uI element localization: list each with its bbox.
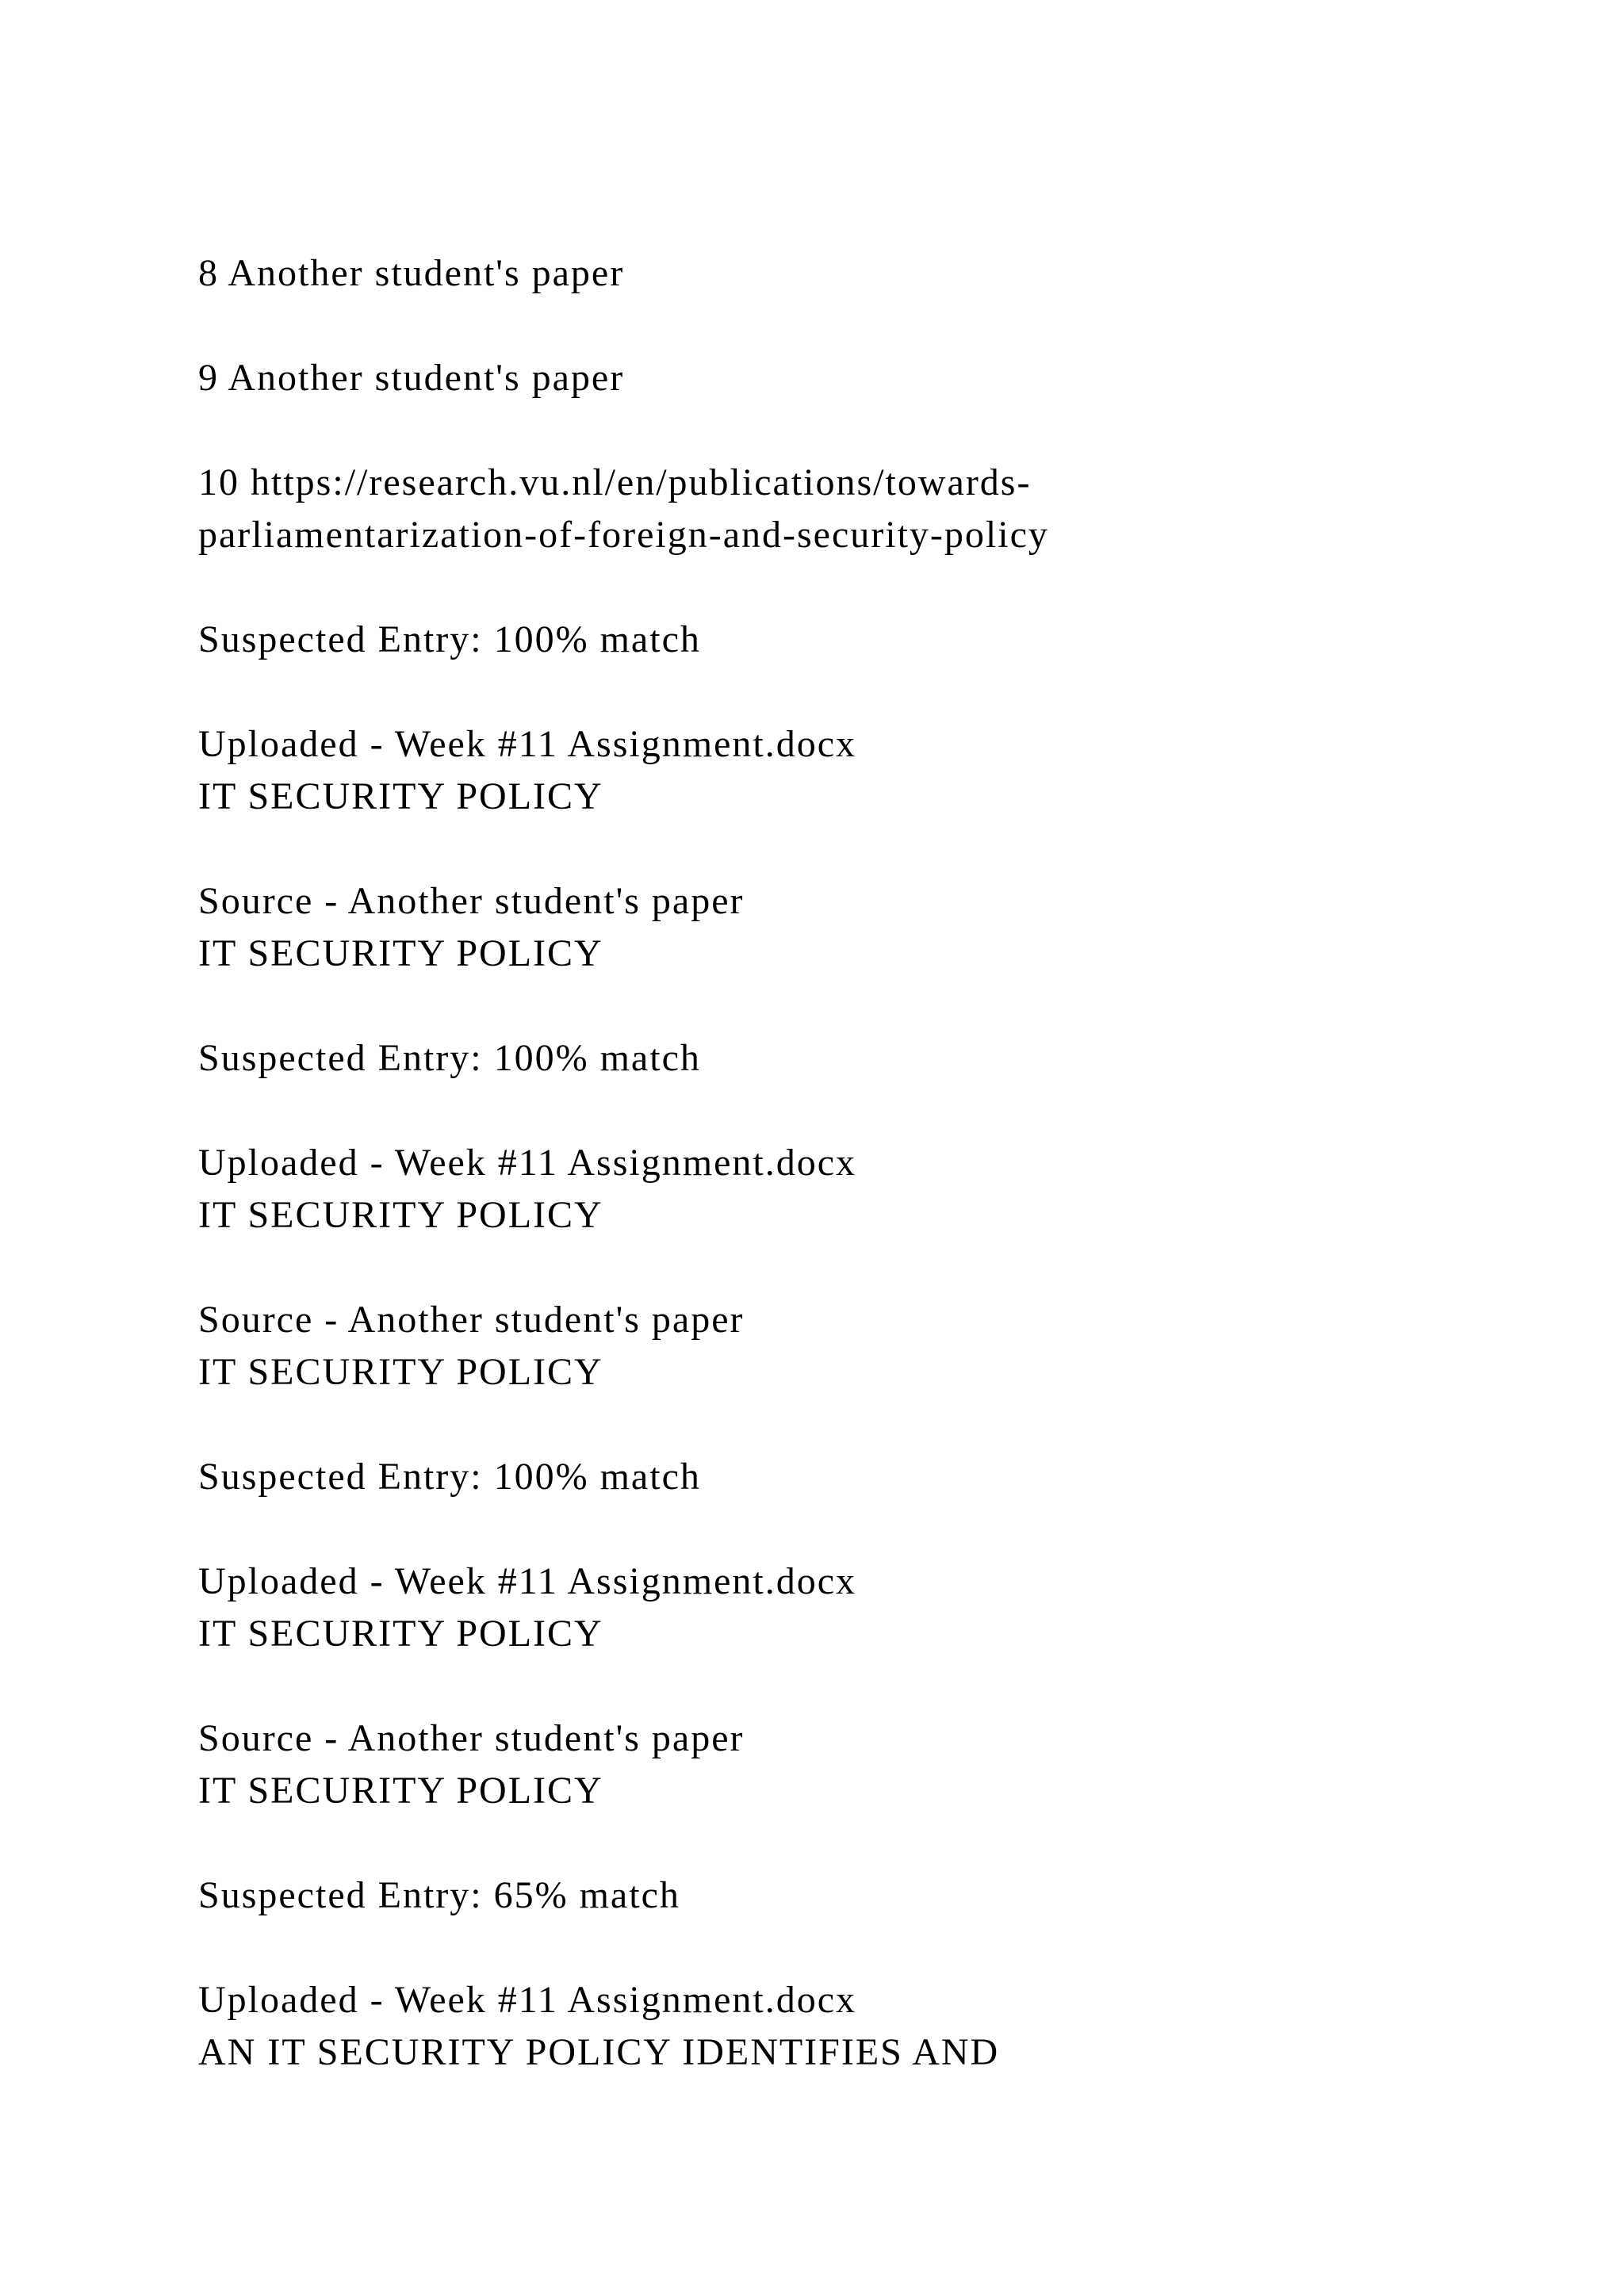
source-label: Source - Another student's paper: [198, 880, 745, 922]
uploaded-text: IT SECURITY POLICY: [198, 1194, 603, 1236]
source-entry-8: [198, 247, 1546, 300]
uploaded-label: Uploaded - Week #11 Assignment.docx: [198, 1979, 857, 2021]
uploaded-block: [198, 1137, 1546, 1242]
source-url-line: parliamentarization-of-foreign-and-security-policy: [198, 514, 1049, 556]
source-block: [198, 1712, 1546, 1817]
source-line: 9 Another student's paper: [198, 357, 625, 399]
uploaded-text: IT SECURITY POLICY: [198, 1613, 603, 1655]
suspected-entry: [198, 1869, 1546, 1922]
suspected-entry-text: Suspected Entry: 100% match: [198, 618, 701, 660]
uploaded-block: [198, 1556, 1546, 1660]
uploaded-label: Uploaded - Week #11 Assignment.docx: [198, 723, 857, 765]
source-block: [198, 1294, 1546, 1399]
source-text: IT SECURITY POLICY: [198, 932, 603, 974]
suspected-entry: [198, 1032, 1546, 1085]
document-body: [198, 247, 1546, 2131]
suspected-entry: [198, 1451, 1546, 1503]
source-text: IT SECURITY POLICY: [198, 1770, 603, 1812]
uploaded-label: Uploaded - Week #11 Assignment.docx: [198, 1142, 857, 1184]
source-entry-9: [198, 352, 1546, 404]
source-block: [198, 875, 1546, 980]
uploaded-text: AN IT SECURITY POLICY IDENTIFIES AND: [198, 2031, 1000, 2073]
suspected-entry-text: Suspected Entry: 100% match: [198, 1456, 701, 1498]
source-text: IT SECURITY POLICY: [198, 1351, 603, 1393]
uploaded-block: [198, 718, 1546, 823]
suspected-entry: [198, 614, 1546, 666]
uploaded-label: Uploaded - Week #11 Assignment.docx: [198, 1560, 857, 1602]
uploaded-text: IT SECURITY POLICY: [198, 775, 603, 817]
suspected-entry-text: Suspected Entry: 65% match: [198, 1874, 680, 1916]
uploaded-block: [198, 1974, 1546, 2079]
source-url-line: 10 https://research.vu.nl/en/publications/towards-: [198, 461, 1032, 503]
source-line: 8 Another student's paper: [198, 252, 625, 294]
suspected-entry-text: Suspected Entry: 100% match: [198, 1037, 701, 1079]
source-label: Source - Another student's paper: [198, 1299, 745, 1341]
source-entry-10: [198, 457, 1546, 561]
source-label: Source - Another student's paper: [198, 1717, 745, 1759]
